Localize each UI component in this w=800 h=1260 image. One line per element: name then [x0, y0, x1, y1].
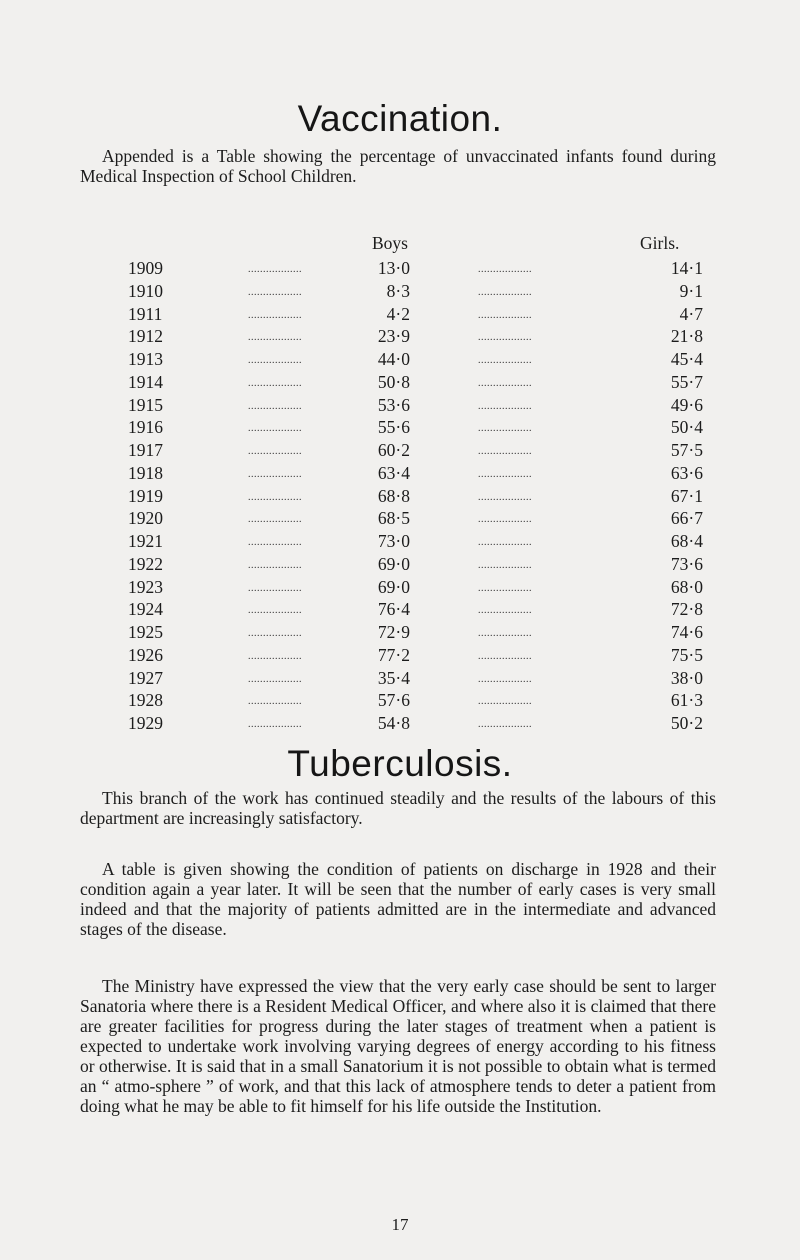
boys-value-cell: 8·3 — [386, 280, 410, 301]
girls-value-cell: 67·1 — [670, 485, 703, 506]
leader-dots: .................. — [478, 537, 532, 548]
leader-dots: .................. — [248, 264, 302, 275]
table-row — [0, 645, 800, 668]
girls-value-cell: 61·3 — [670, 690, 703, 711]
year-cell: 1922 — [128, 553, 163, 574]
leader-dots: .................. — [478, 559, 532, 571]
tuberculosis-paragraph-1: This branch of the work has continued steadily and the results of the labours of this department are increasingly satisfactory. — [80, 788, 716, 828]
leader-dots: .................. — [478, 491, 532, 503]
leader-dots: .................. — [248, 423, 302, 435]
boys-value-cell: 73·0 — [377, 531, 410, 551]
year-cell: 1914 — [128, 371, 163, 392]
leader-dots: .................. — [478, 605, 532, 617]
girls-value-cell: 55·7 — [670, 371, 703, 392]
year-cell: 1915 — [128, 394, 163, 415]
leader-dots: .................. — [248, 309, 302, 321]
leader-dots: .................. — [248, 514, 302, 526]
leader-dots: .................. — [248, 400, 302, 412]
year-cell: 1913 — [128, 349, 163, 369]
girls-value-cell: 14·1 — [670, 258, 703, 278]
table-row — [0, 531, 800, 554]
boys-value-cell: 77·2 — [377, 644, 410, 665]
girls-value-cell: 68·0 — [670, 576, 703, 597]
table-row — [0, 395, 800, 418]
leader-dots: .................. — [478, 514, 532, 526]
boys-value-cell: 63·4 — [377, 462, 410, 483]
year-cell: 1924 — [128, 599, 163, 620]
leader-dots: .................. — [478, 719, 532, 730]
leader-dots: .................. — [248, 377, 302, 389]
year-cell: 1928 — [128, 690, 163, 711]
table-row — [0, 326, 800, 349]
leader-dots: .................. — [478, 673, 532, 685]
boys-value-cell: 69·0 — [377, 553, 410, 574]
year-cell: 1920 — [128, 508, 163, 529]
boys-value-cell: 60·2 — [377, 440, 410, 460]
boys-value-cell: 13·0 — [377, 258, 410, 278]
year-cell: 1923 — [128, 576, 163, 597]
leader-dots: .................. — [478, 400, 532, 412]
boys-value-cell: 68·8 — [377, 485, 410, 506]
leader-dots: .................. — [478, 446, 532, 457]
boys-value-cell: 76·4 — [377, 599, 410, 620]
vaccination-intro: Appended is a Table showing the percentage of unvaccinated infants found during Medical Inspection of School Children. — [80, 146, 716, 186]
year-cell: 1912 — [128, 326, 163, 347]
leader-dots: .................. — [478, 309, 532, 321]
year-cell: 1917 — [128, 440, 163, 460]
leader-dots: .................. — [478, 696, 532, 708]
table-row — [0, 417, 800, 440]
leader-dots: .................. — [478, 423, 532, 435]
year-cell: 1921 — [128, 531, 163, 551]
year-cell: 1919 — [128, 485, 163, 506]
table-row — [0, 577, 800, 600]
year-cell: 1926 — [128, 644, 163, 665]
vaccination-table-header — [0, 233, 800, 255]
leader-dots: .................. — [248, 628, 302, 639]
leader-dots: .................. — [248, 559, 302, 571]
girls-value-cell: 38·0 — [670, 667, 703, 688]
vaccination-heading: Vaccination. — [297, 98, 503, 139]
table-row — [0, 668, 800, 691]
boys-value-cell: 50·8 — [377, 371, 410, 392]
table-row — [0, 372, 800, 395]
leader-dots: .................. — [248, 491, 302, 503]
table-row — [0, 440, 800, 463]
leader-dots: .................. — [478, 286, 532, 298]
tuberculosis-heading: Tuberculosis. — [287, 743, 513, 784]
table-row — [0, 349, 800, 372]
leader-dots: .................. — [248, 650, 302, 662]
girls-value-cell: 63·6 — [670, 462, 703, 483]
vaccination-table — [0, 258, 800, 736]
boys-value-cell: 72·9 — [377, 622, 410, 642]
leader-dots: .................. — [478, 468, 532, 480]
girls-value-cell: 68·4 — [670, 531, 703, 551]
year-cell: 1929 — [128, 713, 163, 733]
leader-dots: .................. — [248, 673, 302, 685]
leader-dots: .................. — [478, 264, 532, 275]
boys-value-cell: 55·6 — [377, 417, 410, 438]
table-row — [0, 304, 800, 327]
girls-value-cell: 57·5 — [670, 440, 703, 460]
leader-dots: .................. — [248, 446, 302, 457]
year-cell: 1916 — [128, 417, 163, 438]
boys-value-cell: 68·5 — [377, 508, 410, 529]
girls-value-cell: 50·4 — [670, 417, 703, 438]
table-row — [0, 713, 800, 736]
girls-value-cell: 50·2 — [670, 713, 703, 733]
leader-dots: .................. — [478, 332, 532, 344]
tuberculosis-paragraph-3: The Ministry have expressed the view that the very early case should be sent to larger Sanatoria where there is a Resident Medical Officer, and where also it is claimed that there are greater facilities for progress during the later stages of treatment when a patient is expected to undertake work involving varying degrees of energy according to his fitness or otherwise. It is said that in a small Sanatorium it is not possible to obtain what is termed an “ atmo-sphere ” of work, and that this lack of atmosphere tends to deter a patient from doing what he may be able to fit himself for his life outside the Institution. — [80, 976, 716, 1116]
leader-dots: .................. — [478, 628, 532, 639]
leader-dots: .................. — [248, 696, 302, 708]
table-row — [0, 258, 800, 281]
girls-value-cell: 45·4 — [670, 349, 703, 369]
year-cell: 1925 — [128, 622, 163, 642]
table-row — [0, 690, 800, 713]
leader-dots: .................. — [248, 355, 302, 366]
leader-dots: .................. — [478, 355, 532, 366]
boys-value-cell: 57·6 — [377, 690, 410, 711]
girls-value-cell: 21·8 — [670, 326, 703, 347]
year-cell: 1909 — [128, 258, 163, 278]
boys-value-cell: 69·0 — [377, 576, 410, 597]
girls-value-cell: 72·8 — [670, 599, 703, 620]
tuberculosis-paragraph-2: A table is given showing the condition of patients on discharge in 1928 and their condition again a year later. It will be seen that the number of early cases is very small indeed and that the majority of patients admitted are in the intermediate and advanced stages of the disease. — [80, 859, 716, 939]
leader-dots: .................. — [478, 377, 532, 389]
table-row — [0, 463, 800, 486]
table-row — [0, 622, 800, 645]
leader-dots: .................. — [248, 537, 302, 548]
boys-value-cell: 53·6 — [377, 394, 410, 415]
leader-dots: .................. — [248, 286, 302, 298]
year-cell: 1910 — [128, 280, 163, 301]
girls-value-cell: 66·7 — [670, 508, 703, 529]
column-header-boys: Boys — [372, 233, 408, 253]
table-row — [0, 599, 800, 622]
girls-value-cell: 74·6 — [670, 622, 703, 642]
year-cell: 1911 — [128, 303, 163, 324]
girls-value-cell: 4·7 — [679, 303, 703, 324]
year-cell: 1918 — [128, 462, 163, 483]
leader-dots: .................. — [248, 582, 302, 594]
girls-value-cell: 49·6 — [670, 394, 703, 415]
boys-value-cell: 4·2 — [386, 303, 410, 324]
boys-value-cell: 54·8 — [377, 713, 410, 733]
leader-dots: .................. — [248, 332, 302, 344]
girls-value-cell: 73·6 — [670, 553, 703, 574]
leader-dots: .................. — [478, 650, 532, 662]
girls-value-cell: 9·1 — [679, 280, 703, 301]
boys-value-cell: 35·4 — [377, 667, 410, 688]
leader-dots: .................. — [248, 605, 302, 617]
boys-value-cell: 23·9 — [377, 326, 410, 347]
leader-dots: .................. — [248, 719, 302, 730]
table-row — [0, 486, 800, 509]
leader-dots: .................. — [248, 468, 302, 480]
column-header-girls: Girls. — [640, 233, 680, 253]
boys-value-cell: 44·0 — [377, 349, 410, 369]
table-row — [0, 554, 800, 577]
table-row — [0, 508, 800, 531]
table-row — [0, 281, 800, 304]
girls-value-cell: 75·5 — [670, 644, 703, 665]
page-number: 17 — [391, 1215, 409, 1234]
leader-dots: .................. — [478, 582, 532, 594]
year-cell: 1927 — [128, 667, 163, 688]
